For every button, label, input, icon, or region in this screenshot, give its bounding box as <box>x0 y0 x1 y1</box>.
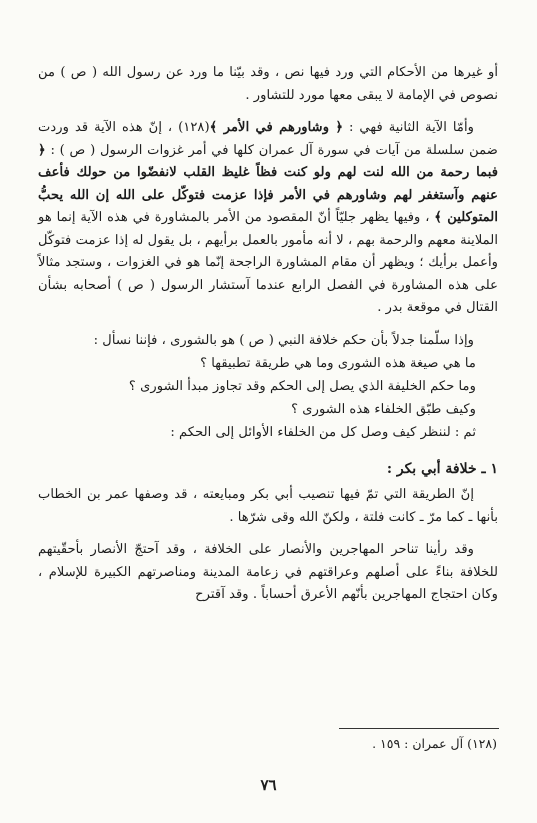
paragraph-2 <box>38 117 498 320</box>
footnote-divider <box>339 728 499 729</box>
paragraph-5: وقد رأينا تناحر المهاجرين والأنصار على الخلافة ، وقد آحتجّ الأنصار بأحقّيتهم للخلافة بناءً على أصلهم وعراقتهم في زعامة المدينة ومناصرتهم الكبيرة للإسلام ، وكان احتجاج المهاجرين بأنّهم الأعرق أحساباً . وقد آقترح <box>38 542 498 602</box>
quran-verse-1: ﴿ وشاورهم في الأمر ﴾ <box>209 120 344 135</box>
page-number: ٧٦ <box>260 776 277 794</box>
question-item: ما هي صيغة هذه الشورى وما هي طريقة تطبيقها ؟ <box>200 356 476 371</box>
question-item: ثم : لننظر كيف وصل كل من الخلفاء الأوائل إلى الحكم : <box>170 425 476 440</box>
question-item: وما حكم الخليفة الذي يصل إلى الحكم وقد تجاوز مبدأ الشورى ؟ <box>128 379 476 394</box>
paragraph-3: وإذا سلّمنا جدلاً بأن حكم خلافة النبي ( ص ) هو بالشورى ، فإننا نسأل : <box>93 332 474 348</box>
section-heading: ١ ـ خلافة أبي بكر : <box>386 461 498 477</box>
quran-verse-2: ﴿ فبما رحمة من الله لنت لهم ولو كنت فظاً غليظ القلب لانفضّوا من حولك فأعف عنهم وآستغفر لهم وشاورهم في الأمر فإذا عزمت فتوكّل على الله إن الله يحبُّ المتوكلين ﴾ <box>38 142 498 225</box>
paragraph-2-intro: وأمّا الآية الثانية فهي : <box>343 120 474 135</box>
paragraph-1: أو غيرها من الأحكام التي ورد فيها نص ، وقد بيّنا ما ورد عن رسول الله ( ص ) من نصوص في الإمامة لا يبقى معها مورد للتشاور . <box>38 65 498 103</box>
paragraph-2-middle: (١٢٨) ، إنّ هذه الآية قد وردت ضمن سلسلة من آيات في سورة آل عمران كلها في أمر غزوات الرسول ( ص ) : <box>38 120 498 158</box>
paragraph-4: إنّ الطريقة التي تمّ فيها تنصيب أبي بكر ومبايعته ، قد وصفها عمر بن الخطاب بأنها ـ كما مرّ ـ كانت فلتة ، ولكنّ الله وقى شرّها . <box>38 487 498 525</box>
book-page <box>38 62 498 812</box>
footnote: (١٢٨) آل عمران : ١٥٩ . <box>372 736 497 751</box>
paragraph-2-end: ، وفيها يظهر جليّاً أنّ المقصود من الأمر بالمشاورة في هذه الآية إنما هو الملاينة معهم والرحمة بهم ، لا أنه مأمور بالعمل برأيهم ، بل يقول له إذا عزمت فتوكّل وأعمل برأيك ؛ ويظهر أن مقام المشاورة الراجحة إنّما هو في الغزوات ، وستجد مثالاً على هذه المشاورة في الفصل الرابع عندما آستشار الرسول ( ص ) أصحابه بشأن القتال في موقعة بدر . <box>38 210 498 315</box>
question-item: وكيف طبّق الخلفاء هذه الشورى ؟ <box>291 402 476 417</box>
question-list <box>38 352 498 444</box>
